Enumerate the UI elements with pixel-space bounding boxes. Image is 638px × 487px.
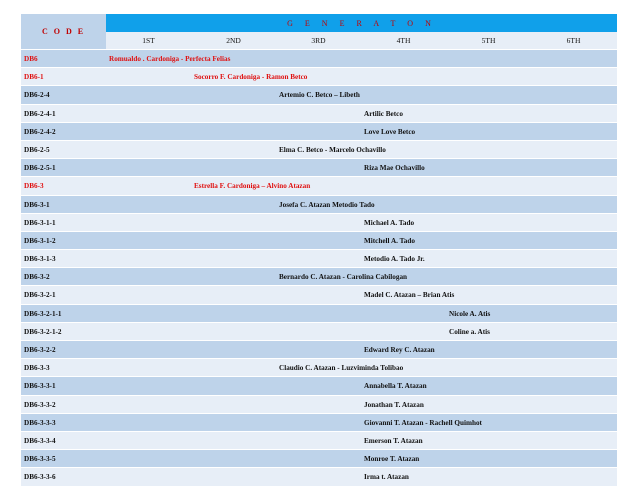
table-row <box>21 468 617 486</box>
row-member-name: Edward Rey C. Atazan <box>364 346 435 354</box>
row-member-name: Socorro F. Cardoniga - Ramon Betco <box>194 73 308 82</box>
row-member-name: Irma t. Atazan <box>364 473 409 482</box>
row-code: DB6-3-2 <box>24 273 50 282</box>
row-member-name: Jonathan T. Atazan <box>364 400 424 409</box>
table-row <box>21 86 617 104</box>
table-row <box>21 414 617 432</box>
row-member-name: Romualdo . Cardoniga - Perfecta Felias <box>109 55 231 63</box>
row-member-name: Love Love Betco <box>364 127 416 136</box>
row-code: DB6-3-3 <box>24 364 50 373</box>
table-row <box>21 341 617 359</box>
generation-col-4: 4TH <box>396 36 411 45</box>
row-code: DB6-2-4 <box>24 91 50 100</box>
row-member-name: Giovanni T. Atazan - Rachell Quimhot <box>364 418 482 427</box>
table-row <box>21 123 617 141</box>
row-code: DB6-2-4-1 <box>24 109 56 118</box>
row-code: DB6-2-5 <box>24 145 50 154</box>
generation-col-6: 6TH <box>566 36 581 45</box>
table-row <box>21 250 617 268</box>
row-member-name: Bernardo C. Atazan - Carolina Cabilogan <box>279 273 408 282</box>
row-member-name: Josefa C. Atazan Metodio Tado <box>279 200 375 209</box>
table-row <box>21 177 617 195</box>
generation-header-group <box>106 14 617 50</box>
row-member-name: Estrella F. Cardoniga – Alvino Atazan <box>194 182 311 191</box>
row-code: DB6-3-1 <box>24 200 50 209</box>
table-row <box>21 105 617 123</box>
table-row <box>21 305 617 323</box>
row-code: DB6 <box>24 55 38 63</box>
table-row <box>21 359 617 377</box>
row-code: DB6-2-4-2 <box>24 127 56 136</box>
table-row <box>21 377 617 395</box>
row-code: DB6-3-1-1 <box>24 218 56 227</box>
row-code: DB6-3-2-1-2 <box>24 327 62 336</box>
table-row <box>21 432 617 450</box>
generation-col-5: 5TH <box>481 36 496 45</box>
row-code: DB6-3-3-5 <box>24 455 56 464</box>
row-code: DB6-1 <box>24 73 44 82</box>
row-code: DB6-3-3-3 <box>24 418 56 427</box>
table-row <box>21 286 617 304</box>
table-row <box>21 323 617 341</box>
row-code: DB6-3-1-2 <box>24 236 56 245</box>
generation-col-2: 2ND <box>226 36 241 45</box>
row-code: DB6-3-2-2 <box>24 346 56 354</box>
table-row <box>21 268 617 286</box>
table-row <box>21 214 617 232</box>
row-code: DB6-3-3-4 <box>24 436 56 445</box>
generation-header: G E N E R A T O N <box>106 14 617 32</box>
row-member-name: Michael A. Tado <box>364 218 415 227</box>
row-member-name: Riza Mae Ochavillo <box>364 164 425 173</box>
row-member-name: Annabella T. Atazan <box>364 382 427 391</box>
row-code: DB6-3-2-1-1 <box>24 309 62 318</box>
row-code: DB6-3-1-3 <box>24 255 56 264</box>
table-row <box>21 141 617 159</box>
row-member-name: Elma C. Betco - Marcelo Ochavillo <box>279 145 386 154</box>
row-code: DB6-3-2-1 <box>24 291 56 300</box>
table-body <box>21 50 617 487</box>
generation-col-3: 3RD <box>311 36 326 45</box>
row-member-name: Nicole A. Atis <box>449 309 491 318</box>
table-row <box>21 68 617 86</box>
genealogy-table <box>21 14 617 487</box>
row-member-name: Metodio A. Tado Jr. <box>364 255 425 264</box>
row-member-name: Coline a. Atis <box>449 327 490 336</box>
row-member-name: Monroe T. Atazan <box>364 455 420 464</box>
row-member-name: Madel C. Atazan – Brian Atis <box>364 291 455 300</box>
generation-col-1: 1ST <box>142 36 155 45</box>
row-member-name: Emerson T. Atazan <box>364 436 423 445</box>
table-row <box>21 159 617 177</box>
generation-columns <box>106 32 617 50</box>
table-row <box>21 50 617 68</box>
row-code: DB6-3-3-2 <box>24 400 56 409</box>
row-code: DB6-3-3-1 <box>24 382 56 391</box>
table-row <box>21 450 617 468</box>
row-member-name: Artemio C. Betco – Libeth <box>279 91 360 100</box>
row-member-name: Claudio C. Atazan - Luzviminda Tolibao <box>279 364 404 373</box>
row-code: DB6-3-3-6 <box>24 473 56 482</box>
row-member-name: Artilic Betco <box>364 109 403 118</box>
code-column-header: C O D E <box>21 14 106 50</box>
row-member-name: Mitchell A. Tado <box>364 236 415 245</box>
table-header <box>21 14 617 50</box>
row-code: DB6-3 <box>24 182 44 191</box>
table-row <box>21 232 617 250</box>
table-row <box>21 196 617 214</box>
table-row <box>21 396 617 414</box>
row-code: DB6-2-5-1 <box>24 164 56 173</box>
